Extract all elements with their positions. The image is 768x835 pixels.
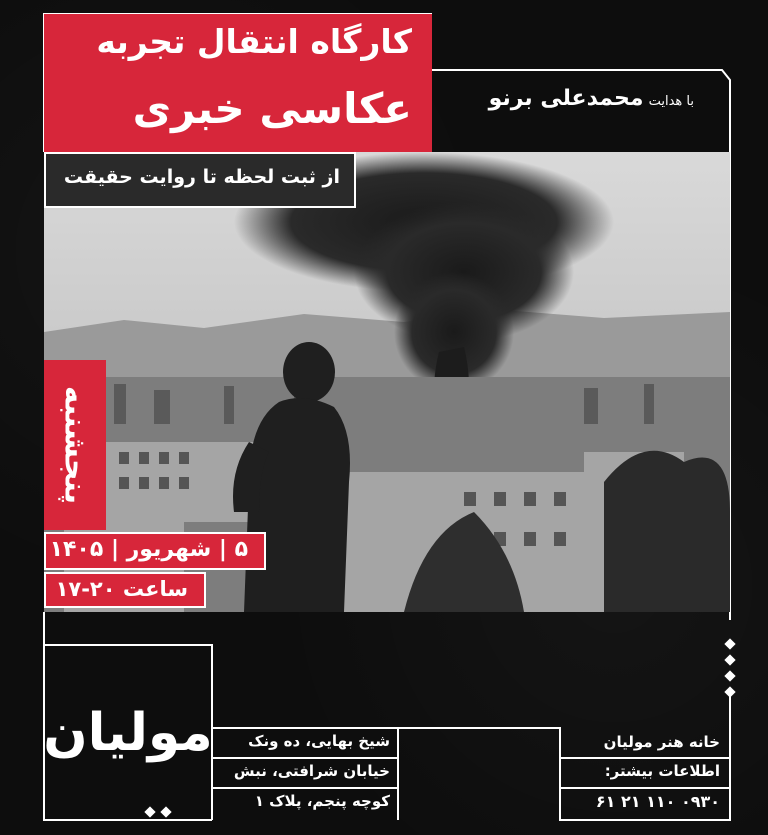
logo-text: مولیان [43,702,213,763]
address-line-2: خیابان شرافتی، نبش [233,762,390,780]
time: ساعت ۲۰-۱۷ [55,577,188,601]
title-block [44,14,432,152]
contact-label: اطلاعات بیشتر: [604,762,720,780]
address-line-1: شیخ بهایی، ده ونک [248,732,390,750]
day-block [44,360,106,530]
instructor-name: محمدعلی برنو [488,86,644,111]
address-dividers [212,728,402,820]
instructor-prefix: با هدایت [648,94,694,109]
day: پنجشنبه [57,385,93,505]
date-block [44,532,266,570]
address-line-3: کوچه پنجم، پلاک ۱ [254,792,390,810]
contact-dividers [560,728,732,820]
logo [44,645,212,820]
contact-org: خانه هنر مولیان [603,733,720,751]
date: ۵ | شهریور | ۱۴۰۵ [49,537,248,562]
title-line-1: کارگاه انتقال تجربه [96,22,412,61]
title-line-2: عکاسی خبری [132,84,412,133]
subtitle: از ثبت لحظه تا روایت حقیقت [63,166,340,188]
subtitle-box [44,152,356,208]
instructor [489,86,694,111]
time-block [44,572,206,608]
contact-phone[interactable]: ۰۹۳۰ ۱۱۰ ۲۱ ۶۱ [595,792,720,811]
